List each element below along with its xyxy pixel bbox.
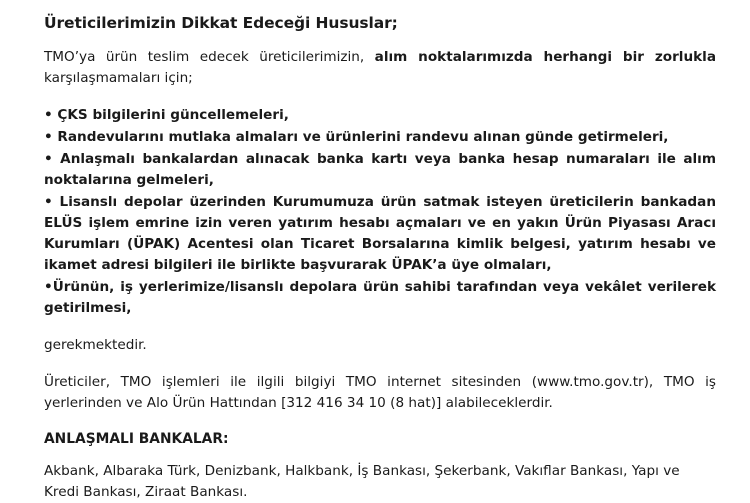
intro-text-emphasis: alım noktalarımızda herhangi bir zorlukla	[374, 48, 716, 65]
list-item: •Ürünün, iş yerlerimize/lisanslı depolara ürün sahibi tarafından veya vekâlet verilerek getirilmesi,	[44, 279, 716, 317]
page-title: Üreticilerimizin Dikkat Edeceği Hususlar;	[44, 14, 398, 32]
intro-text-part1: TMO’ya ürün teslim edecek üreticilerimizin,	[44, 48, 375, 65]
list-item: • Lisanslı depolar üzerinden Kurumumuza ürün satmak isteyen üreticilerin bankadan ELÜS işlem emrine izin veren yatırım hesabı açmaları ve en yakın Ürün Piyasası Aracı Kurumları (ÜPAK) Acentesi olan Ticaret Borsalarına kimlik belgesi, yatırım hesabı ve ikamet adresi bilgileri ile birlikte başvurarak ÜPAK’a üye olmaları,	[44, 193, 716, 274]
intro-paragraph	[44, 47, 716, 89]
requirement-note: gerekmektedir.	[44, 337, 147, 354]
list-item: • ÇKS bilgilerini güncellemeleri,	[44, 106, 289, 123]
list-item: • Randevularını mutlaka almaları ve ürünlerini randevu alınan günde getirmeleri,	[44, 128, 669, 145]
requirements-list	[44, 105, 716, 320]
intro-text-part2: karşılaşmamaları için;	[44, 69, 193, 86]
info-paragraph: Üreticiler, TMO işlemleri ile ilgili bilgiyi TMO internet sitesinden (www.tmo.gov.tr), TMO iş yerlerinden ve Alo Ürün Hattından [312 416 34 10 (8 hat)] alabileceklerdir.	[44, 374, 716, 412]
list-item: • Anlaşmalı bankalardan alınacak banka kartı veya banka hesap numaraları ile alım noktalarına gelmeleri,	[44, 150, 716, 188]
banks-list: Akbank, Albaraka Türk, Denizbank, Halkbank, İş Bankası, Şekerbank, Vakıflar Bankası, Yapı ve Kredi Bankası, Ziraat Bankası.	[44, 462, 680, 500]
banks-section-title: ANLAŞMALI BANKALAR:	[44, 430, 229, 447]
